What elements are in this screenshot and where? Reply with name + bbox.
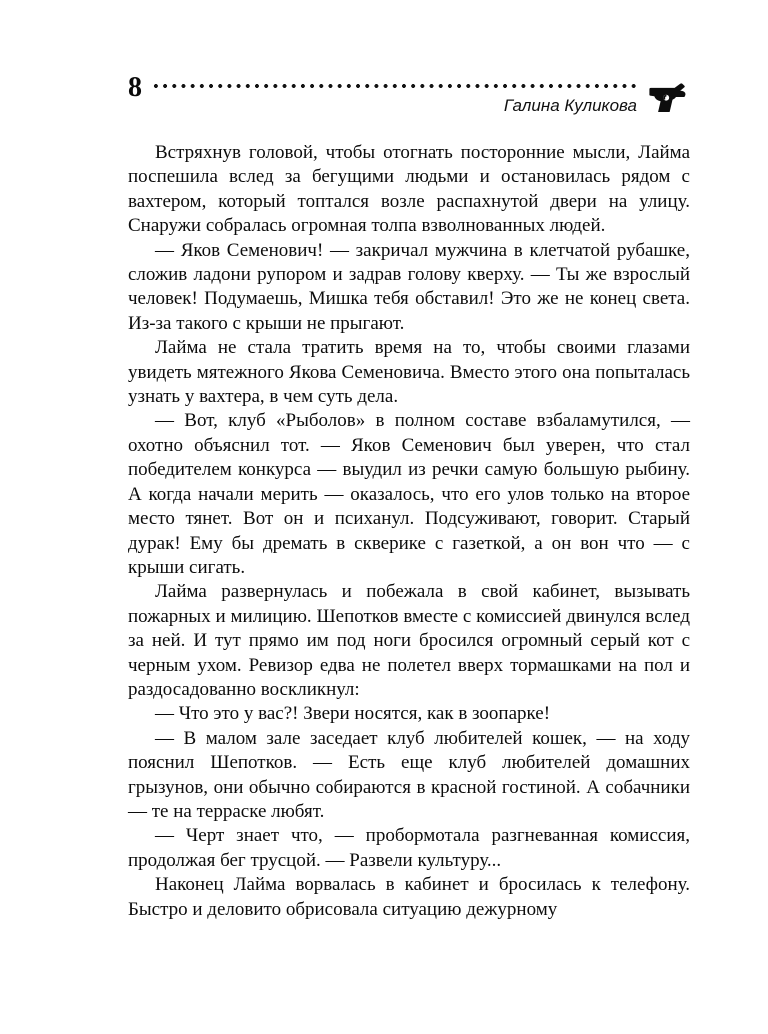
pistol-icon (648, 82, 690, 112)
paragraph-4: — Вот, клуб «Рыболов» в полном составе взбаламутился, — охотно объяснил тот. — Яков Семенович был уверен, что стал победителем конкурса — выудил из речки самую большую рыбину. А когда начали мерить — оказалось, что его улов только на второе место тянет. Вот он и психанул. Подсуживают, говорит. Старый дурак! Ему бы дремать в скверике с газеткой, а он вон что — с крыши сигать. (128, 410, 690, 578)
running-head (128, 74, 690, 122)
paragraph-7: — В малом зале заседает клуб любителей кошек, — на ходу пояснил Шепотков. — Есть еще клуб любителей домашних грызунов, они обычно собираются в красной гостиной. А собачники — те на терраске любят. (128, 727, 690, 822)
paragraph-2: — Яков Семенович! — закричал мужчина в клетчатой рубашке, сложив ладони рупором и задрав голову кверху. — Ты же взрослый человек! Подумаешь, Мишка тебя обставил! Это же не конец света. Из-за такого с крыши не прыгают. (128, 239, 690, 334)
paragraph-9: Наконец Лайма ворвалась в кабинет и бросилась к телефону. Быстро и деловито обрисовала ситуацию дежурному (128, 874, 690, 920)
paragraph-5: Лайма развернулась и побежала в свой кабинет, вызывать пожарных и милицию. Шепотков вместе с комиссией двинулся вслед за ней. И тут прямо им под ноги бросился огромный серый кот с черным ухом. Ревизор едва не полетел вверх тормашками на пол и раздосадованно воскликнул: (128, 581, 690, 700)
paragraph-1: Встряхнув головой, чтобы отогнать посторонние мысли, Лайма поспешила вслед за бегущими людьми и остановилась рядом с вахтером, который топтался возле распахнутой двери на улицу. Снаружи собралась огромная толпа взволнованных людей. (128, 142, 690, 237)
paragraph-6: — Что это у вас?! Звери носятся, как в зоопарке! (155, 703, 551, 725)
paragraph-3: Лайма не стала тратить время на то, чтобы своими глазами увидеть мятежного Якова Семеновича. Вместо этого она попыталась узнать у вахтера, в чем суть дела. (128, 337, 690, 408)
page-text (128, 141, 690, 922)
page-number: 8 (128, 72, 142, 103)
running-head-author: Галина Куликова (503, 96, 637, 115)
paragraph-8: — Черт знает что, — пробормотала разгневанная комиссия, продолжая бег трусцой. — Развели культуру... (128, 825, 690, 871)
dotted-divider (153, 83, 637, 89)
